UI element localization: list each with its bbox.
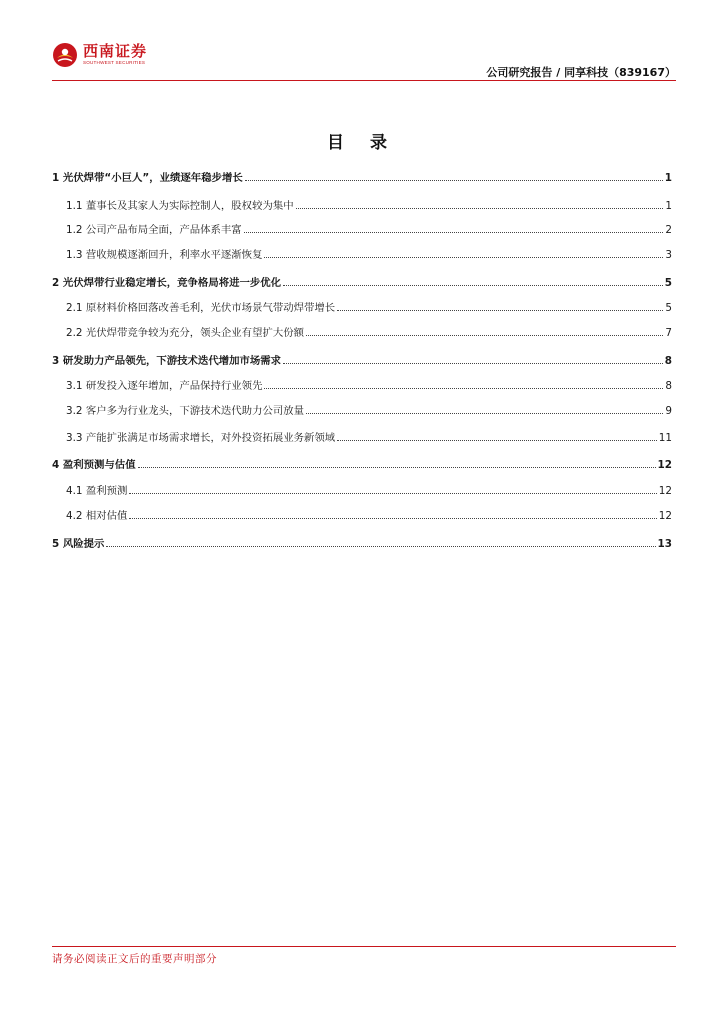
toc-entry[interactable]: [52, 245, 672, 261]
toc-entry[interactable]: [52, 351, 672, 367]
toc-entry-label: 2 光伏焊带行业稳定增长，竞争格局将进一步优化: [52, 277, 282, 289]
toc-entry-label: 4.1 盈利预测: [66, 485, 128, 497]
toc-entry-page: 13: [657, 538, 672, 550]
toc-entry-label: 1.1 董事长及其家人为实际控制人，股权较为集中: [66, 200, 294, 212]
toc-entry-label: 3 研发助力产品领先，下游技术迭代增加市场需求: [52, 355, 282, 367]
toc-entry-page: 2: [665, 224, 672, 236]
toc-entry[interactable]: [52, 376, 672, 392]
company-logo: [52, 42, 147, 68]
logo-wordmark-cn: 西南证券: [83, 42, 148, 61]
toc-dot-leader: [337, 440, 657, 441]
toc-entry[interactable]: [52, 428, 672, 444]
toc-dot-leader: [129, 493, 656, 494]
toc-dot-leader: [264, 257, 663, 258]
toc-dot-leader: [245, 180, 663, 181]
toc-entry-label: 1.3 营收规模逐渐回升，利率水平逐渐恢复: [66, 249, 263, 261]
toc-entry[interactable]: [52, 273, 672, 289]
toc-dot-leader: [337, 310, 663, 311]
toc-dot-leader: [129, 518, 656, 519]
toc-title: 目 录: [327, 133, 397, 153]
toc-dot-leader: [283, 363, 663, 364]
page-header: [52, 40, 676, 82]
header-divider: [52, 80, 676, 81]
toc-entry-label: 3.3 产能扩张满足市场需求增长，对外投资拓展业务新领域: [66, 432, 336, 444]
toc-dot-leader: [244, 232, 664, 233]
toc-entry-page: 1: [665, 200, 672, 212]
toc-entry-page: 12: [658, 510, 672, 522]
toc-dot-leader: [283, 285, 663, 286]
toc-entry-label: 5 风险提示: [52, 538, 105, 550]
toc-entry[interactable]: [52, 455, 672, 471]
toc-entry[interactable]: [52, 481, 672, 497]
report-label: 公司研究报告 / 同享科技（839167）: [486, 66, 676, 79]
toc-entry[interactable]: [52, 196, 672, 212]
toc-dot-leader: [306, 413, 663, 414]
toc-entry-page: 5: [664, 277, 672, 289]
toc-entry[interactable]: [52, 506, 672, 522]
toc-entry-label: 3.1 研发投入逐年增加，产品保持行业领先: [66, 380, 263, 392]
toc-entry-page: 1: [664, 172, 672, 184]
logo-wordmark-en: SOUTHWEST SECURITIES: [83, 60, 146, 66]
toc-dot-leader: [138, 467, 656, 468]
toc-entry-page: 9: [665, 405, 672, 417]
toc-dot-leader: [264, 388, 663, 389]
toc-entry[interactable]: [52, 168, 672, 184]
toc-entry-label: 1 光伏焊带“小巨人”，业绩逐年稳步增长: [52, 172, 243, 184]
toc-entry[interactable]: [52, 323, 672, 339]
toc-entry[interactable]: [52, 220, 672, 236]
toc-entry-label: 2.2 光伏焊带竞争较为充分，领头企业有望扩大份额: [66, 327, 305, 339]
toc-entry-label: 1.2 公司产品布局全面，产品体系丰富: [66, 224, 242, 236]
toc-dot-leader: [296, 208, 664, 209]
toc-entry-label: 4 盈利预测与估值: [52, 459, 136, 471]
toc-entry[interactable]: [52, 534, 672, 550]
footer-disclaimer-note: 请务必阅读正文后的重要声明部分: [52, 953, 217, 965]
toc-dot-leader: [106, 546, 655, 547]
toc-entry-page: 5: [665, 302, 672, 314]
toc-entry-label: 3.2 客户多为行业龙头，下游技术迭代助力公司放量: [66, 405, 305, 417]
toc-entry-page: 11: [658, 432, 672, 444]
toc-entry-label: 2.1 原材料价格回落改善毛利，光伏市场景气带动焊带增长: [66, 302, 336, 314]
toc-entry[interactable]: [52, 298, 672, 314]
toc-entry-page: 7: [665, 327, 672, 339]
toc-entry-page: 8: [664, 355, 672, 367]
toc-dot-leader: [306, 335, 663, 336]
toc-entry-page: 12: [657, 459, 672, 471]
toc-entry-label: 4.2 相对估值: [66, 510, 128, 522]
logo-emblem-icon: [52, 42, 78, 68]
toc-entry-page: 12: [658, 485, 672, 497]
footer-divider: [52, 946, 676, 947]
toc-entry-page: 3: [665, 249, 672, 261]
toc-entry[interactable]: [52, 401, 672, 417]
toc-entry-page: 8: [665, 380, 672, 392]
